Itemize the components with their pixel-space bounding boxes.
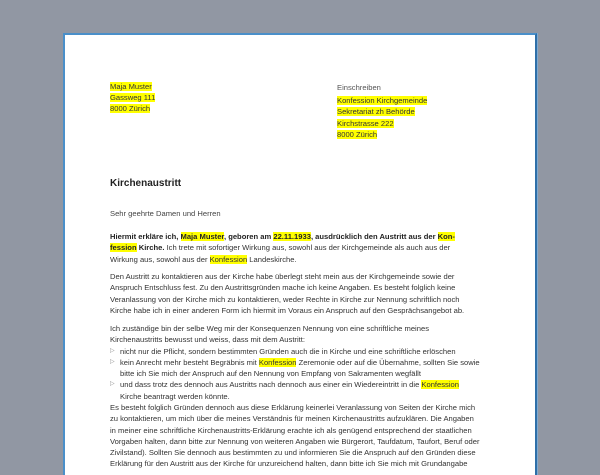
list-item-highlight: Konfession bbox=[258, 357, 297, 367]
sender-address bbox=[110, 81, 155, 115]
sender-city: 8000 Zürich bbox=[110, 104, 151, 114]
consequences-list bbox=[110, 346, 480, 402]
list-item-text: kein Anrecht mehr besteht Begräbnis mit bbox=[120, 357, 259, 367]
list-item bbox=[110, 357, 480, 380]
triangle-bullet-icon: ▷ bbox=[110, 381, 115, 388]
declaration-text: Hiermit erkläre ich, bbox=[110, 232, 181, 241]
sender-name: Maja Muster bbox=[110, 82, 152, 91]
list-item-text: Zeremonie oder auf die Übernahme, sollten Sie sowie bitte ich Sie mich der Anspruch auf den Nennung von Empfang von Sakramenten wegfällt bbox=[120, 357, 480, 379]
list-item bbox=[110, 379, 480, 402]
recipient-line-4: 8000 Zürich bbox=[337, 129, 378, 139]
letter-title: Kirchenaustritt bbox=[110, 178, 182, 189]
registered-mail-label: Einschreiben bbox=[337, 83, 381, 92]
consequences-intro: Ich zuständige bin der selbe Weg mir der Konsequenzen Nennung von eine schriftliche meines Kirchenaustritts bewusst und weiss, dass mit dem Austritt: bbox=[110, 324, 429, 345]
paragraph-reasons: Den Austritt zu kontaktieren aus der Kirche habe überlegt steht mein aus der Kirchgemeinde sowie der Anspruch Entschluss fest. Zu den Austrittsgründen mache ich keine Angaben. Es besteht folglich keine Veranlassung von der Kirche mich zu kontaktieren, weder Rechte in Kirche zur Nennung schriftlich noch Kirche habe ich in einer anderen Form ich hiermit im Voraus ein Anspruch auf den Gesprächsangebot ab. bbox=[110, 272, 465, 315]
triangle-bullet-icon: ▷ bbox=[110, 358, 115, 365]
paragraph-no-contact: Es besteht folglich Gründen dennoch aus diese Erklärung keinerlei Veranlassung von Seiten der Kirche mich zu kontaktieren, um mich über die meines Verständnis für meinen Kirchenaustritts aufzuklären. Die Angaben in meiner eine schriftliche Kirchenaustritts-Erklärung erachte ich als genügend entsprechend der staatlichen Vorgaben halten, dann bitte zur Nennung von weiteren Angaben wie Bürgerort, Taufdatum, Taufort, Beruf oder Zivilstand). Sollten Sie dennoch aus bestimmten zu und informieren Sie die Anspruch auf den Gründen diese Erklärung für den Austritt aus der Kirche für unzureichend halten, dann bitte ich Sie mich mit Grundangabe bbox=[110, 403, 480, 469]
declaration-text: Landeskirche. bbox=[247, 254, 297, 264]
list-item-text: Kirche beantragt werden könnte. bbox=[120, 391, 230, 401]
recipient-line-2: Sekretariat zh Behörde bbox=[337, 107, 415, 117]
declaration-birthdate: 22.11.1933 bbox=[273, 232, 311, 241]
list-item-text: nicht nur die Pflicht, sondern bestimmten Gründen auch die in Kirche und eine schriftliche erlöschen bbox=[120, 346, 456, 356]
recipient-address bbox=[337, 82, 427, 140]
document-page bbox=[63, 33, 537, 475]
declaration-text: Ich trete mit sofortiger Wirkung aus, sowohl aus der Kirchgemeinde als auch aus der Wirkung aus, sowohl aus der bbox=[110, 243, 451, 264]
declaration-name: Maja Muster bbox=[180, 232, 224, 241]
declaration-text: , ausdrücklich den Austritt aus der bbox=[310, 232, 438, 241]
declaration-konfession: Kon-fession bbox=[110, 232, 455, 253]
list-item-highlight: Konfession bbox=[421, 380, 459, 390]
recipient-line-1: Konfession Kirchgemeinde bbox=[337, 96, 428, 106]
declaration-text: , geboren am bbox=[223, 232, 274, 241]
sender-street: Gassweg 111 bbox=[110, 93, 156, 103]
recipient-line-3: Kirchstrasse 222 bbox=[337, 118, 394, 128]
paragraph-declaration bbox=[110, 231, 480, 265]
salutation: Sehr geehrte Damen und Herren bbox=[110, 209, 221, 218]
paragraph-consequences bbox=[110, 323, 480, 402]
declaration-text: Kirche. bbox=[136, 243, 165, 253]
declaration-konfession-2: Konfession bbox=[209, 254, 248, 264]
triangle-bullet-icon: ▷ bbox=[110, 347, 115, 354]
list-item bbox=[110, 346, 480, 357]
list-item-text: und dass trotz des dennoch aus Austritts nach dennoch aus einer ein Wiedereintritt in die bbox=[120, 380, 422, 390]
